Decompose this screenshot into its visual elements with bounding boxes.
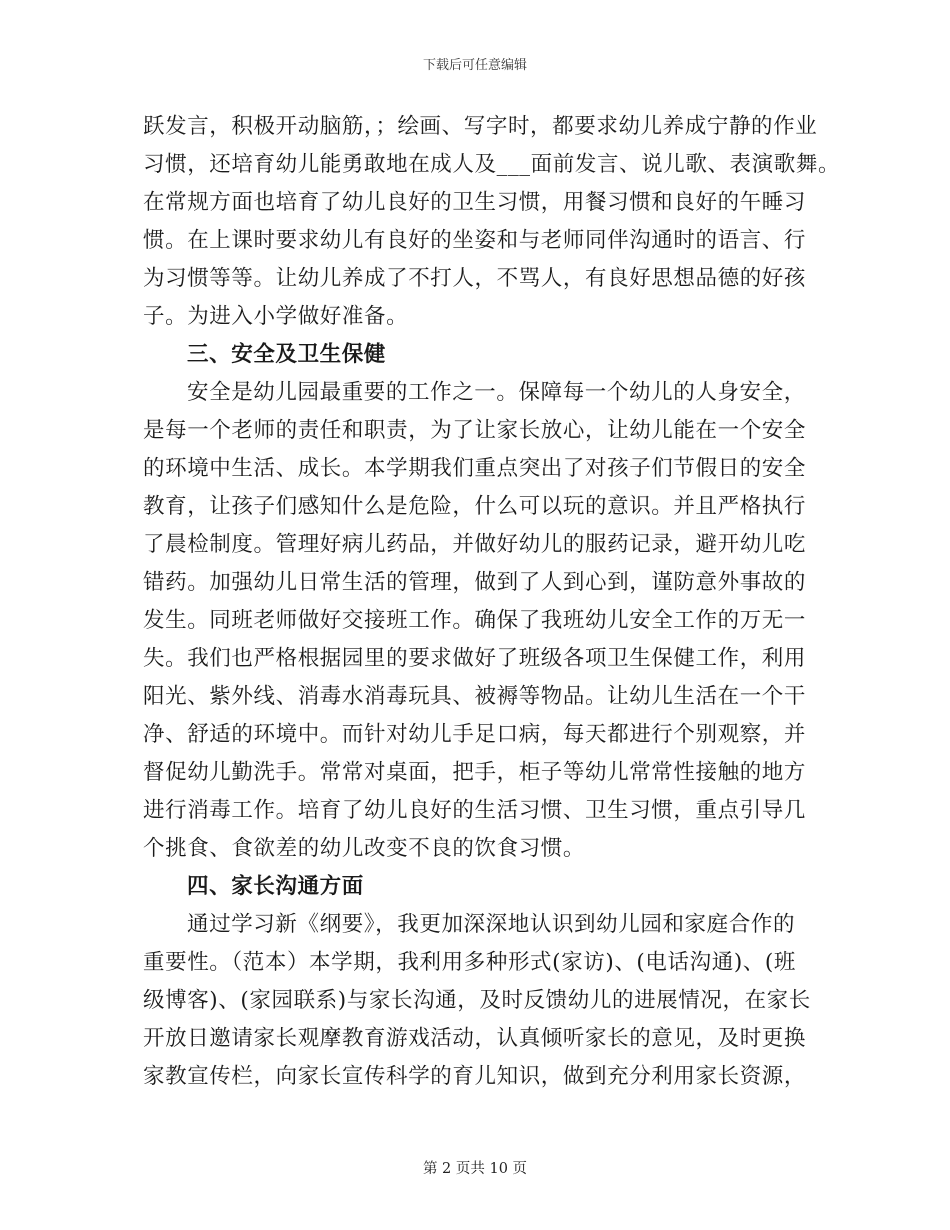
text-line: 了晨检制度。管理好病儿药品，并做好幼儿的服药记录，避开幼儿吃 — [143, 532, 807, 557]
text-line: 进行消毒工作。培育了幼儿良好的生活习惯、卫生习惯，重点引导几 — [143, 798, 807, 823]
text-line: 个挑食、食欲差的幼儿改变不良的饮食习惯。 — [143, 836, 586, 861]
page-footer: 第 2 页共 10 页 — [422, 1161, 528, 1177]
text-line: 在常规方面也培育了幼儿良好的卫生习惯，用餐习惯和良好的午睡习 — [143, 190, 807, 215]
text-line: 的环境中生活、成长。本学期我们重点突出了对孩子们节假日的安全 — [143, 456, 807, 481]
text-line: 子。为进入小学做好准备。 — [143, 304, 409, 329]
text-line: 家教宣传栏，向家长宣传科学的育儿知识，做到充分利用家长资源， — [143, 1064, 807, 1089]
text-line: 错药。加强幼儿日常生活的管理，做到了人到心到，谨防意外事故的 — [143, 570, 807, 595]
paragraph-start: 通过学习新《纲要》，我更加深深地认识到幼儿园和家庭合作的 — [187, 912, 796, 937]
text-line: 习惯，还培育幼儿能勇敢地在成人及___面前发言、说儿歌、表演歌舞。 — [143, 152, 841, 177]
text-line: 失。我们也严格根据园里的要求做好了班级各项卫生保健工作，利用 — [143, 646, 807, 671]
paragraph-start: 安全是幼儿园最重要的工作之一。保障每一个幼儿的人身安全， — [187, 380, 806, 405]
text-line: 为习惯等等。让幼儿养成了不打人，不骂人，有良好思想品德的好孩 — [143, 266, 807, 291]
text-line: 重要性。（范本）本学期，我利用多种形式(家访)、(电话沟通)、(班 — [143, 950, 796, 975]
page-header: 下载后可任意编辑 — [422, 58, 527, 73]
text-line: 惯。在上课时要求幼儿有良好的坐姿和与老师同伴沟通时的语言、行 — [143, 228, 807, 253]
text-line: 跃发言，积极开动脑筋，；绘画、写字时，都要求幼儿养成宁静的作业 — [143, 114, 818, 139]
text-line: 净、舒适的环境中。而针对幼儿手足口病，每天都进行个别观察，并 — [143, 722, 807, 747]
text-line: 是每一个老师的责任和职责，为了让家长放心，让幼儿能在一个安全 — [143, 418, 807, 443]
text-line: 督促幼儿勤洗手。常常对桌面，把手，柜子等幼儿常常性接触的地方 — [143, 760, 807, 785]
text-line: 阳光、紫外线、消毒水消毒玩具、被褥等物品。让幼儿生活在一个干 — [143, 684, 807, 709]
text-line: 开放日邀请家长观摩教育游戏活动，认真倾听家长的意见，及时更换 — [143, 1026, 807, 1051]
section-heading-parent-communication: 四、家长沟通方面 — [187, 874, 364, 899]
document-body — [143, 108, 841, 1096]
text-line: 级博客)、(家园联系)与家长沟通，及时反馈幼儿的进展情况，在家长 — [143, 988, 811, 1013]
text-line: 发生。同班老师做好交接班工作。确保了我班幼儿安全工作的万无一 — [143, 608, 807, 633]
text-line: 教育，让孩子们感知什么是危险，什么可以玩的意识。并且严格执行 — [143, 494, 807, 519]
section-heading-safety: 三、安全及卫生保健 — [187, 342, 386, 367]
